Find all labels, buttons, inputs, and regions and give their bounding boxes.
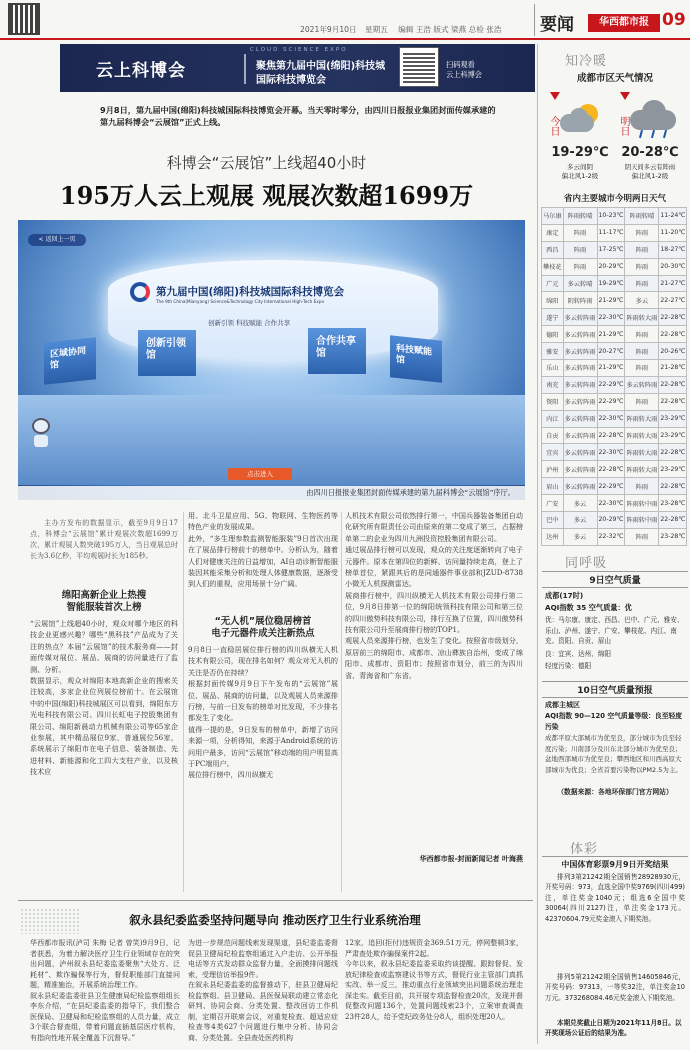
weather-cell: 达州 — [542, 528, 564, 545]
col2-text-a: 用、北斗卫星应用、5G、物联网、生物医药等特色产业的发展成果。 此外，“多生理参数监测智能服装”9日首次出现在了展品排行榜前十的榜单中。分析认为，随着人们对健康关注的日益增加，AI自动诊断智能服装因其能采集分析和处理人体健康数据，逐渐受到人们的重视，应用场景十分广阔。 — [188, 511, 338, 589]
weather-table-title: 省内主要城市今明两日天气 — [563, 194, 666, 204]
weather-cell: 遂宁 — [542, 309, 564, 326]
headline-main: 195万人云上观展 观展次数超1699万 — [59, 181, 474, 210]
weather-cell: 10-23℃ — [597, 208, 625, 225]
expo-slogan: 创新引领 科技赋能 合作共享 — [208, 319, 291, 327]
back-button[interactable]: < 返回上一页 — [28, 234, 86, 246]
weather-cell: 多云转阵雨 — [625, 376, 659, 393]
weather-cell: 阵雨转晴 — [625, 208, 659, 225]
weather-cell: 阵雨 — [625, 528, 659, 545]
weather-cell: 多云转阵雨 — [563, 478, 597, 495]
zone-cooperation[interactable]: 合作共享馆 — [308, 328, 366, 374]
weather-cell: 22-29℃ — [597, 478, 625, 495]
weather-cell: 泸州 — [542, 461, 564, 478]
weather-row — [542, 410, 687, 427]
weather-cell: 22-28℃ — [597, 461, 625, 478]
zone-tech[interactable]: 科技赋能馆 — [390, 335, 442, 382]
editors: 编辑 王浩 版式 梁燕 总检 张浩 — [398, 25, 502, 34]
weather-cell: 阵雨转晴 — [563, 208, 597, 225]
weather-row — [542, 241, 687, 258]
weather-cell: 内江 — [542, 410, 564, 427]
weather-cell: 11-17℃ — [597, 224, 625, 241]
story2-headline: 叙永县纪委监委坚持问题导向 推动医疗卫生行业系统治理 — [129, 913, 421, 927]
weather-cell: 23-29℃ — [659, 427, 687, 444]
weather-cell: 阵雨 — [625, 326, 659, 343]
weather-cell: 阵雨 — [625, 360, 659, 377]
weather-cell: 22-28℃ — [659, 376, 687, 393]
tomorrow-desc2: 偏北风1-2级 — [631, 172, 669, 180]
weather-cell: 广元 — [542, 275, 564, 292]
weather-cell: 雅安 — [542, 343, 564, 360]
expo-eng: The 9th China(Mianyang) Science&Technology City International High-Tech Expo — [156, 299, 325, 304]
air-good: 良：宜宾、达州、绵阳 — [545, 650, 611, 658]
air-forecast-aqi: AQI指数 90—120 空气质量等级：良至轻度污染 — [545, 712, 683, 731]
weather-cell: 阵雨 — [625, 393, 659, 410]
issue-date: 2021年9月10日 — [300, 25, 357, 34]
weather-cell: 20-29℃ — [597, 512, 625, 529]
weather-cell: 多云转阵雨 — [563, 309, 597, 326]
tomorrow-temp: 20-28℃ — [621, 145, 679, 160]
weather-cell: 22-27℃ — [659, 292, 687, 309]
weather-cell: 22-30℃ — [597, 410, 625, 427]
weather-table — [541, 207, 687, 546]
weather-cell: 22-30℃ — [597, 444, 625, 461]
air-title: 9日空气质量 — [542, 571, 688, 588]
weather-cell: 阵雨 — [563, 241, 597, 258]
today-temp: 19-29℃ — [551, 145, 609, 160]
weather-cell: 22-28℃ — [659, 478, 687, 495]
weather-row — [542, 444, 687, 461]
weather-cell: 22-28℃ — [659, 512, 687, 529]
weather-cell: 阵雨转中雨 — [625, 512, 659, 529]
qr-caption-1: 扫码观看 — [446, 60, 475, 69]
weather-cell: 20-29℃ — [597, 258, 625, 275]
air-excellent: 优：马尔康、康定、西昌、巴中、广元、雅安、乐山、泸州、遂宁、广安、攀枝花、内江、南充、资阳、自贡、眉山 — [545, 616, 684, 645]
weather-cell: 18-27℃ — [659, 241, 687, 258]
weather-cell: 21-29℃ — [597, 292, 625, 309]
air-city: 成都(17时) — [545, 591, 584, 600]
air-forecast-city: 成都主城区 — [545, 701, 580, 709]
article-col2 — [188, 510, 338, 894]
story2-col3: 12家，追回(拒付)违规资金369.51万元，停网整顿3家，严肃查处欺诈骗保案件2起。 今年以来，叙永县纪委监委采取约谈提醒、跟踪督促、发放纪律检查或监察建议书等方式，督促行业主管部门真抓实改、举一反三，推动重点行业领域突出问题系统治理走深走实。截至目前，共开展专项监督检查20次，发现并督促整改问题136个，处置问题线索23个，立案审查调查23件28人，给予党纪政务处分8人，组织处理20人。 — [345, 939, 523, 1021]
weather-cell: 阵雨转大雨 — [625, 410, 659, 427]
weather-cell: 宜宾 — [542, 444, 564, 461]
weather-cell: 11-20℃ — [659, 224, 687, 241]
weather-row — [542, 360, 687, 377]
weather-cell: 21-27℃ — [659, 275, 687, 292]
masthead-bar — [0, 0, 690, 40]
weather-row — [542, 326, 687, 343]
weather-cell: 22-28℃ — [659, 326, 687, 343]
weather-cell: 康定 — [542, 224, 564, 241]
banner-eng: CLOUD SCIENCE EXPO — [250, 47, 348, 53]
weather-cell: 多云转阵雨 — [563, 393, 597, 410]
weather-row — [542, 224, 687, 241]
page-number: 09 — [662, 10, 686, 30]
weather-cell: 南充 — [542, 376, 564, 393]
today-label: 今日 — [548, 116, 559, 136]
weather-cell: 多云转阵雨 — [563, 376, 597, 393]
weather-cell: 23-29℃ — [659, 410, 687, 427]
weather-cell: 德阳 — [542, 326, 564, 343]
story2-col1: 华西都市报讯(泸司 朱梅 记者 曾笑)9月9日，记者获悉，为着力解决医疗卫生行业领域存在的突出问题，泸州叙永县纪委监委聚焦“大处方、泛耗材”、欺诈骗保等行为，督促职能部门直接问题，精准施治，开展系统治理工作。 叙永县纪委监委驻县卫生健康局纪检监察组组长李东介绍，“在县纪委监委的指导下，我们整合医保局、卫健局和纪检监察组的人员力量，成立3个联合督查组，带着问题直插基层医疗机构，有指向性地开展全覆盖下沉督导。” — [30, 939, 180, 1042]
headline-kicker: 科博会“云展馆”上线超40小时 — [166, 154, 367, 172]
weather-row — [542, 376, 687, 393]
air-aqi: AQI指数 35 空气质量：优 — [545, 603, 632, 612]
weather-cell: 眉山 — [542, 478, 564, 495]
weather-row — [542, 461, 687, 478]
weather-cell: 23-28℃ — [659, 495, 687, 512]
weather-row — [542, 258, 687, 275]
cloud-sun-icon — [560, 100, 604, 138]
weather-cell: 阵雨 — [625, 343, 659, 360]
weather-cell: 阵雨转大雨 — [625, 444, 659, 461]
weather-cell: 多云 — [563, 528, 597, 545]
weather-cell: 22-29℃ — [597, 393, 625, 410]
weather-cell: 阵雨 — [625, 241, 659, 258]
weather-cell: 西昌 — [542, 241, 564, 258]
weather-cell: 阵雨 — [625, 275, 659, 292]
lottery-p3: 本期兑奖截止日期为2021年11月8日。以开奖现场公证后的结果为准。 — [545, 1019, 682, 1038]
expo-logo-icon — [130, 282, 150, 302]
tomorrow-desc1: 阴天间多云有阵雨 — [624, 164, 676, 171]
weather-cell: 巴中 — [542, 512, 564, 529]
weather-row — [542, 528, 687, 545]
lottery-p1: 排列3第21242期全国销售28928930元，开奖号码：973，直选全国中奖9769(四川499)注，单注奖金1040元；组选6全国中奖30064(四川2127)注，单注奖金173元。42370604.79元奖金滚入下期奖池。 — [545, 873, 685, 923]
weather-cell: 多云 — [563, 495, 597, 512]
weather-row — [542, 309, 687, 326]
weather-cell: 20-30℃ — [659, 258, 687, 275]
banner-title: 云上科博会 — [96, 61, 186, 81]
article-col3 — [345, 510, 523, 894]
weather-row — [542, 393, 687, 410]
weather-cell: 攀枝花 — [542, 258, 564, 275]
weather-cell: 23-28℃ — [659, 528, 687, 545]
banner-line1: 聚焦第九届中国(绵阳)科技城 — [256, 61, 386, 72]
weather-cell: 22-30℃ — [597, 309, 625, 326]
subhead-1: 绵阳高新企业上热搜 智能服装首次上榜 — [61, 590, 147, 613]
weather-cell: 22-28℃ — [659, 309, 687, 326]
story2-col2: 为进一步规范问题线索发现渠道，县纪委监委督促县卫健局纪检监察组通过入户走访、公开举报电话等方式发动群众监督力量，全面摸排问题线索，受理信访举报9件。 在叙永县纪委监委的监督推动下，驻县卫健局纪检监察组、县卫健局、县医保局联动建立常态化研判、协同会商、分类处置、整改回访工作机制，定期召开联席会议，对重复检查、超适应症检查等4类627个问题进行集中分析、协同会商、分类处置。全县查处医药机构 — [188, 939, 338, 1042]
photo-caption: 由四川日报报业集团封面传媒承建的第九届科博会“云展馆”序厅。 — [18, 486, 525, 500]
weather-cell: 23-29℃ — [659, 461, 687, 478]
article-col1 — [30, 518, 178, 894]
air-light: 轻度污染：德阳 — [545, 662, 592, 670]
weather-cell: 多云 — [563, 512, 597, 529]
weather-cell: 22-28℃ — [597, 427, 625, 444]
air-forecast-text: 成都平原大部城市为优至良，部分城市为良至轻度污染；川南部分及川东北部分城市为优至良；盆地西部城市为优至良；攀西地区和川西高原大部城市为优良；全省首要污染物以PM2.5为主。 — [545, 734, 682, 774]
weather-row — [542, 208, 687, 225]
article-lead: 主办方发布的数据显示，截至9月9日17点，科博会“云展馆”累计观展次数超1699万次，累计观展人数突破195万人，当日观展总时长为3.6亿秒，平均观展时长为185秒。 — [30, 519, 178, 560]
weather-cell: 阵雨 — [625, 478, 659, 495]
weather-cell: 22-30℃ — [597, 495, 625, 512]
weather-row — [542, 343, 687, 360]
weather-cell: 阴转阵雨 — [563, 292, 597, 309]
weather-cell: 多云转阵雨 — [563, 343, 597, 360]
banner-qr-code[interactable] — [400, 48, 438, 86]
weather-cell: 22-29℃ — [597, 376, 625, 393]
weather-cell: 资阳 — [542, 393, 564, 410]
col1-text: “云展馆”上线超40小时，观众对哪个地区的科技企业更感兴趣？哪些“黑科技”产品成为了关注的热点？本届“云展馆”的技术服务商——封面传媒对展位、展品、展商的访问量进行了监测、分析。 数据显示，观众对绵阳本地高新企业的搜索关注较高，多家企业位列展位榜前十。在云展馆中的中国(绵阳)科技城展区可以看到，绵阳东方光电科技有限公司、四川长虹电子控股集团有限公司、绵阳新晨动力机械有限公司等65家企业参展，其中精品展位9家，普通展位56家，系统展示了绵阳市在电子信息、装备制造、先进材料、新能源和化工四大支柱产业，以及核技术应 — [30, 619, 178, 777]
weather-cell: 多云转阵雨 — [563, 427, 597, 444]
zone-innovation[interactable]: 创新引领馆 — [138, 330, 196, 376]
weather-cell: 阵雨转大雨 — [625, 461, 659, 478]
weather-cell: 17-25℃ — [597, 241, 625, 258]
expo-photo — [18, 220, 525, 500]
weather-cell: 多云转晴 — [563, 275, 597, 292]
weather-cell: 多云转阵雨 — [563, 326, 597, 343]
banner-line2: 国际科技博览会 — [256, 75, 326, 86]
weather-row — [542, 512, 687, 529]
weather-cell: 广安 — [542, 495, 564, 512]
paper-logo: 华西都市报 — [588, 14, 660, 32]
expo-name: 第九届中国(绵阳)科技城国际科技博览会 — [156, 286, 345, 298]
weather-cell: 阵雨转大雨 — [625, 427, 659, 444]
tomorrow-label: 明日 — [618, 116, 629, 136]
weather-cell: 阵雨 — [563, 224, 597, 241]
intro-text: 9月8日，第九届中国(绵阳)科技城国际科技博览会开幕。当天零时零分，由四川日报报业集团封面传媒承建的第九届科博会“云展馆”正式上线。 — [100, 105, 496, 127]
section-name: 要闻 — [540, 15, 574, 35]
lottery-p2: 排列5第21242期全国销售14605846元，开奖号码：97313，一等奖32注，单注奖金10万元。373268084.46元奖金滚入下期奖池。 — [545, 973, 685, 1002]
weather-row — [542, 427, 687, 444]
qr-code[interactable] — [8, 3, 40, 35]
weather-cell: 自贡 — [542, 427, 564, 444]
byline: 华西都市报-封面新闻记者 叶海燕 — [419, 855, 523, 863]
weather-cell: 20-27℃ — [597, 343, 625, 360]
issue-weekday: 星期五 — [365, 25, 388, 34]
air-source: （数据来源：各地环保部门官方网站） — [557, 788, 673, 796]
weather-cell: 阵雨转中雨 — [625, 495, 659, 512]
subhead-2: “无人机”展位稳居榜首 电子元器件成关注新热点 — [211, 616, 315, 639]
weather-cell: 11-24℃ — [659, 208, 687, 225]
weather-cell: 马尔康 — [542, 208, 564, 225]
weather-row — [542, 495, 687, 512]
weather-cell: 阵雨 — [625, 258, 659, 275]
weather-cell: 多云 — [625, 292, 659, 309]
weather-cell: 乐山 — [542, 360, 564, 377]
weather-cell: 19-29℃ — [597, 275, 625, 292]
weather-cell: 阵雨转大雨 — [625, 309, 659, 326]
weather-cell: 22-32℃ — [597, 528, 625, 545]
weather-cell: 多云转阵雨 — [563, 360, 597, 377]
enter-button[interactable]: 点击进入 — [228, 468, 292, 480]
weather-cell: 多云转阵雨 — [563, 410, 597, 427]
air-section: 同呼吸 — [565, 556, 608, 571]
weather-cell: 绵阳 — [542, 292, 564, 309]
rain-cloud-icon — [630, 100, 680, 140]
weather-cell: 22-28℃ — [659, 393, 687, 410]
weather-section: 知冷暖 — [565, 54, 608, 69]
weather-cell: 22-28℃ — [659, 444, 687, 461]
col3-text: 人机技术有限公司依然排行第一，中国兵器装备集团自动化研究所有限责任公司由原来的第二变成了第三，占据榜单第二的企业为四川九洲投资控股集团有限公司。 通过展品排行榜可以发现，观众的关注度逐渐转向了电子元器件。原本在第四位的新鲜、访问量持续走高，登上了榜单首位，紧跟其后的是同通器件事业部和JZUD-8738小微无人机探测雷达。 展商排行榜中，四川纵横无人机技术有限公司排行第二位，9月8日排第一位的绵阳统领科技有限公司和第三位的四川傲势科技有限公司，排行互换了位置，四川傲势科技有限公司升至展商排行榜的TOP1。 观展人员来源排行榜，也发生了变化。按照省市级划分，原居前三的绵阳市、成都市、凉山彝族自治州，变成了绵阳市、成都市、资阳市；按照省市划分，前三的为四川省、青海省和广东省。 — [345, 511, 523, 680]
weather-row — [542, 275, 687, 292]
weather-cell: 21-29℃ — [597, 360, 625, 377]
weather-cell: 阵雨 — [625, 224, 659, 241]
today-desc1: 多云间阴 — [567, 163, 593, 171]
weather-title: 成都市区天气情况 — [576, 73, 653, 84]
robot-mascot — [30, 418, 52, 448]
weather-cell: 20-26℃ — [659, 343, 687, 360]
air-forecast-title: 10日空气质量预报 — [542, 681, 688, 698]
weather-row — [542, 292, 687, 309]
weather-cell: 阵雨 — [563, 258, 597, 275]
lottery-title: 中国体育彩票9月9日开奖结果 — [542, 856, 688, 870]
weather-cell: 多云转阵雨 — [563, 444, 597, 461]
weather-cell: 多云转阵雨 — [563, 461, 597, 478]
lottery-section: 体彩 — [570, 842, 599, 857]
today-desc2: 偏北风1-2级 — [561, 172, 599, 180]
col2-text-b: 9月8日一直稳居展位排行榜的四川纵横无人机技术有限公司，现在排名如何？观众对无人机的关注是否仍在持续？ 根据封面传媒9月9日下午发布的“云展馆”展位、展品、展商的访问量，以及观展人员来源排行榜，与前一日发布的榜单对比发现，不少排名都发生了变化。 值得一提的是，9日发布的榜单中，新增了访问来源一项，分析得知，来源于Android系统的访问用户最多，访问“云展馆”移动端的用户明显高于PC端用户。 展位排行榜中，四川纵横无 — [188, 645, 338, 780]
weather-row — [542, 478, 687, 495]
weather-cell: 21-29℃ — [597, 326, 625, 343]
qr-caption-2: 云上科博会 — [446, 70, 482, 79]
zone-regional[interactable]: 区域协同馆 — [44, 337, 96, 384]
weather-cell: 21-28℃ — [659, 360, 687, 377]
